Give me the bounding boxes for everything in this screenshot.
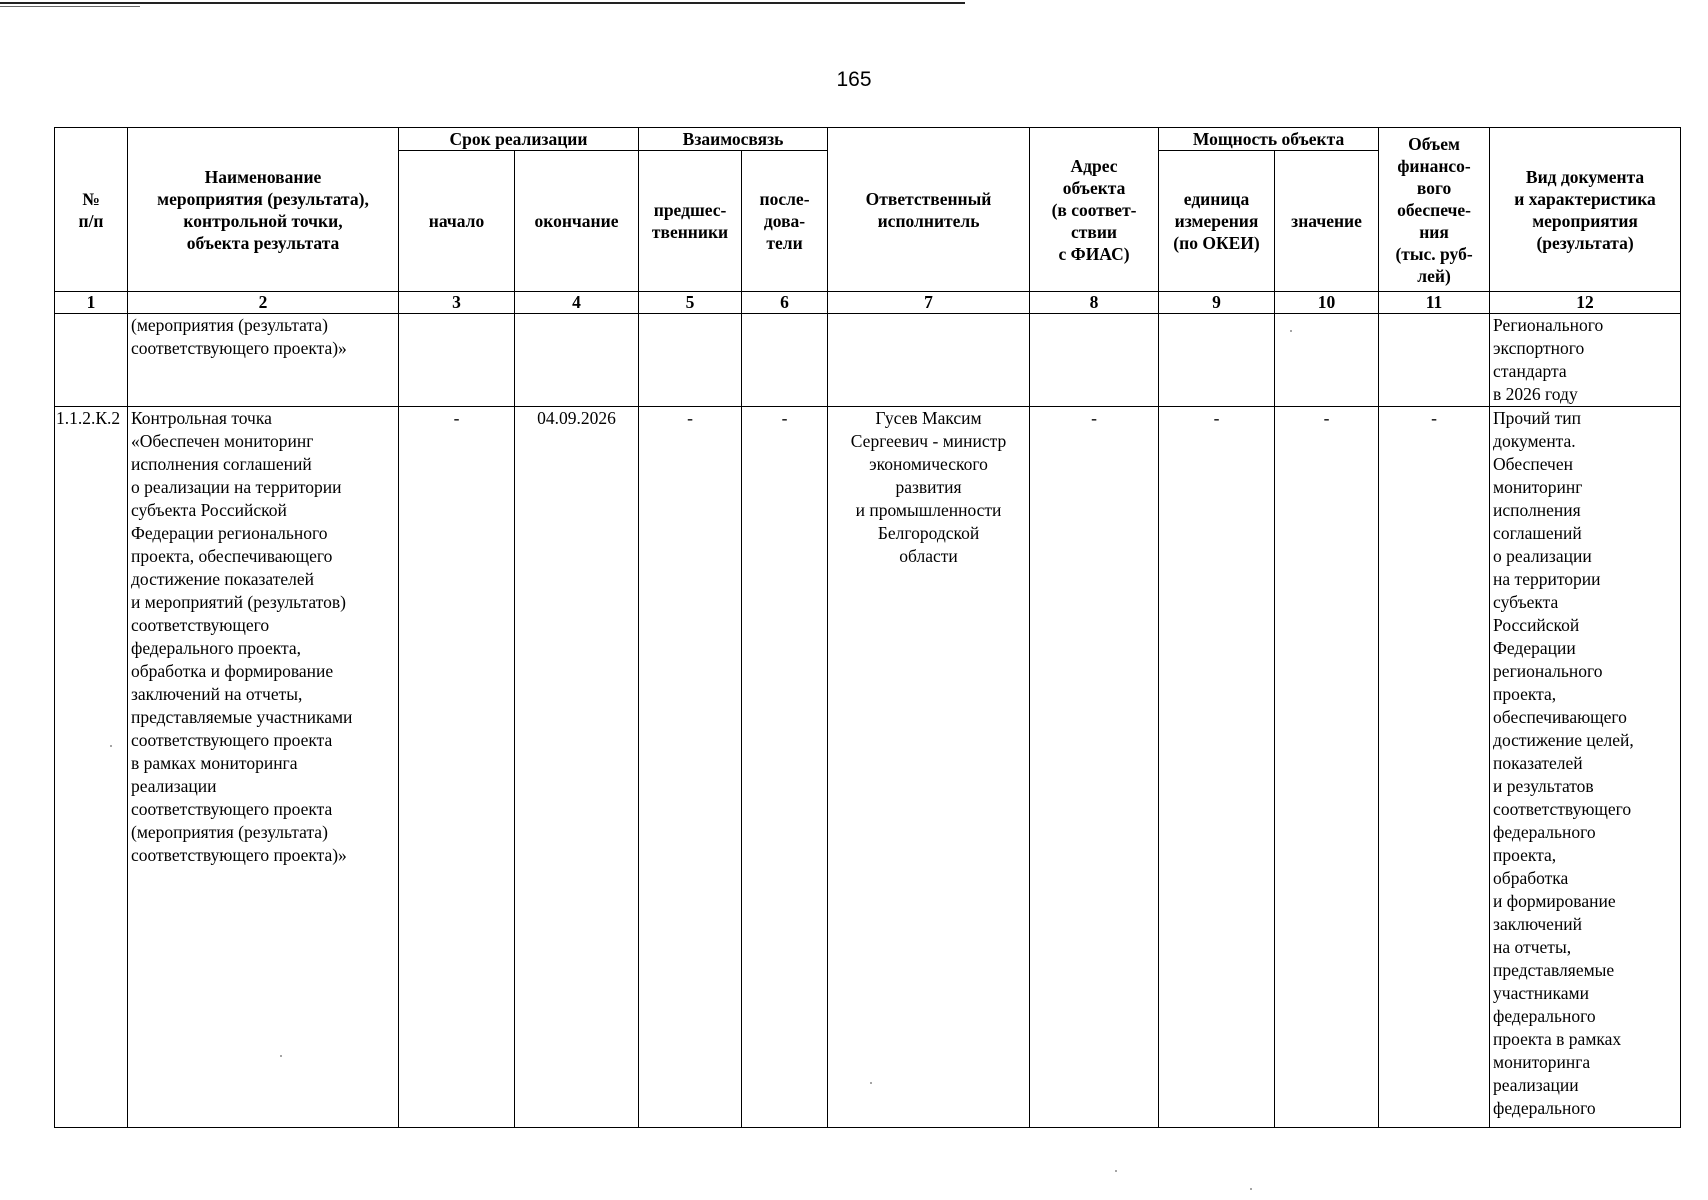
cell-predecessors xyxy=(639,314,742,407)
cell-doc-type: Прочий тип документа. Обеспечен мониторинг исполнения соглашений о реализации на территории субъекта Российской Федерации регионального проекта, обеспечивающего достижение целей, показателей и результатов соответствующего федерального проекта, обработка и формирование заключений на отчеты, представляемые участниками федерального проекта в рамках мониторинга реализации федерального xyxy=(1490,407,1681,1128)
cell-successors xyxy=(742,314,828,407)
header-successors: после- дова- тели xyxy=(742,151,828,292)
scan-speck xyxy=(110,745,112,747)
header-address: Адрес объекта (в соответ- ствии с ФИАС) xyxy=(1030,128,1159,292)
column-number: 9 xyxy=(1159,292,1275,314)
column-number: 11 xyxy=(1379,292,1490,314)
scan-speck xyxy=(280,1055,282,1057)
column-number: 8 xyxy=(1030,292,1159,314)
header-value: значение xyxy=(1275,151,1379,292)
scan-speck xyxy=(1115,1170,1117,1172)
cell-start: - xyxy=(399,407,515,1128)
cell-responsible: Гусев Максим Сергеевич - министр экономического развития и промышленности Белгородской области xyxy=(828,407,1030,1128)
cell-num xyxy=(55,314,128,407)
header-row xyxy=(55,128,1681,151)
header-capacity-group: Мощность объекта xyxy=(1159,128,1379,151)
header-start: начало xyxy=(399,151,515,292)
header-predecessors: предшес- твенники xyxy=(639,151,742,292)
cell-address xyxy=(1030,314,1159,407)
header-term-group: Срок реализации xyxy=(399,128,639,151)
column-number: 2 xyxy=(128,292,399,314)
header-name: Наименование мероприятия (результата), контрольной точки, объекта результата xyxy=(128,128,399,292)
plan-table xyxy=(54,127,1681,1128)
cell-responsible xyxy=(828,314,1030,407)
cell-start xyxy=(399,314,515,407)
header-link-group: Взаимосвязь xyxy=(639,128,828,151)
cell-predecessors: - xyxy=(639,407,742,1128)
column-number: 7 xyxy=(828,292,1030,314)
cell-address: - xyxy=(1030,407,1159,1128)
scan-border-line xyxy=(0,2,965,4)
header-num: № п/п xyxy=(55,128,128,292)
cell-funding xyxy=(1379,314,1490,407)
column-number: 5 xyxy=(639,292,742,314)
cell-value xyxy=(1275,314,1379,407)
column-number: 12 xyxy=(1490,292,1681,314)
header-end: окончание xyxy=(515,151,639,292)
scan-speck xyxy=(1250,1188,1252,1190)
scan-speck xyxy=(1290,330,1292,332)
cell-successors: - xyxy=(742,407,828,1128)
header-funding: Объем финансо- вого обеспече- ния (тыс. руб- лей) xyxy=(1379,128,1490,292)
cell-num: 1.1.2.К.2 xyxy=(55,407,128,1128)
cell-unit: - xyxy=(1159,407,1275,1128)
page-number: 165 xyxy=(836,68,872,91)
cell-value: - xyxy=(1275,407,1379,1128)
column-number: 6 xyxy=(742,292,828,314)
cell-funding: - xyxy=(1379,407,1490,1128)
table-row xyxy=(55,407,1681,1128)
cell-name: Контрольная точка «Обеспечен мониторинг исполнения соглашений о реализации на территории субъекта Российской Федерации регионального проекта, обеспечивающего достижение показателей и мероприятий (результатов) соответствующего федерального проекта, обработка и формирование заключений на отчеты, представляемые участниками соответствующего проекта в рамках мониторинга реализации соответствующего проекта (мероприятия (результата) соответствующего проекта)» xyxy=(128,407,399,1128)
header-doc-type: Вид документа и характеристика мероприятия (результата) xyxy=(1490,128,1681,292)
column-number: 4 xyxy=(515,292,639,314)
cell-end: 04.09.2026 xyxy=(515,407,639,1128)
header-responsible: Ответственный исполнитель xyxy=(828,128,1030,292)
table-row xyxy=(55,314,1681,407)
column-number: 1 xyxy=(55,292,128,314)
column-number: 10 xyxy=(1275,292,1379,314)
scan-speck xyxy=(870,1082,872,1084)
scan-border-line xyxy=(0,6,140,7)
cell-unit xyxy=(1159,314,1275,407)
header-unit: единица измерения (по ОКЕИ) xyxy=(1159,151,1275,292)
cell-doc-type: Регионального экспортного стандарта в 2026 году xyxy=(1490,314,1681,407)
column-number: 3 xyxy=(399,292,515,314)
cell-end xyxy=(515,314,639,407)
cell-name: (мероприятия (результата) соответствующего проекта)» xyxy=(128,314,399,407)
column-number-row xyxy=(55,292,1681,314)
